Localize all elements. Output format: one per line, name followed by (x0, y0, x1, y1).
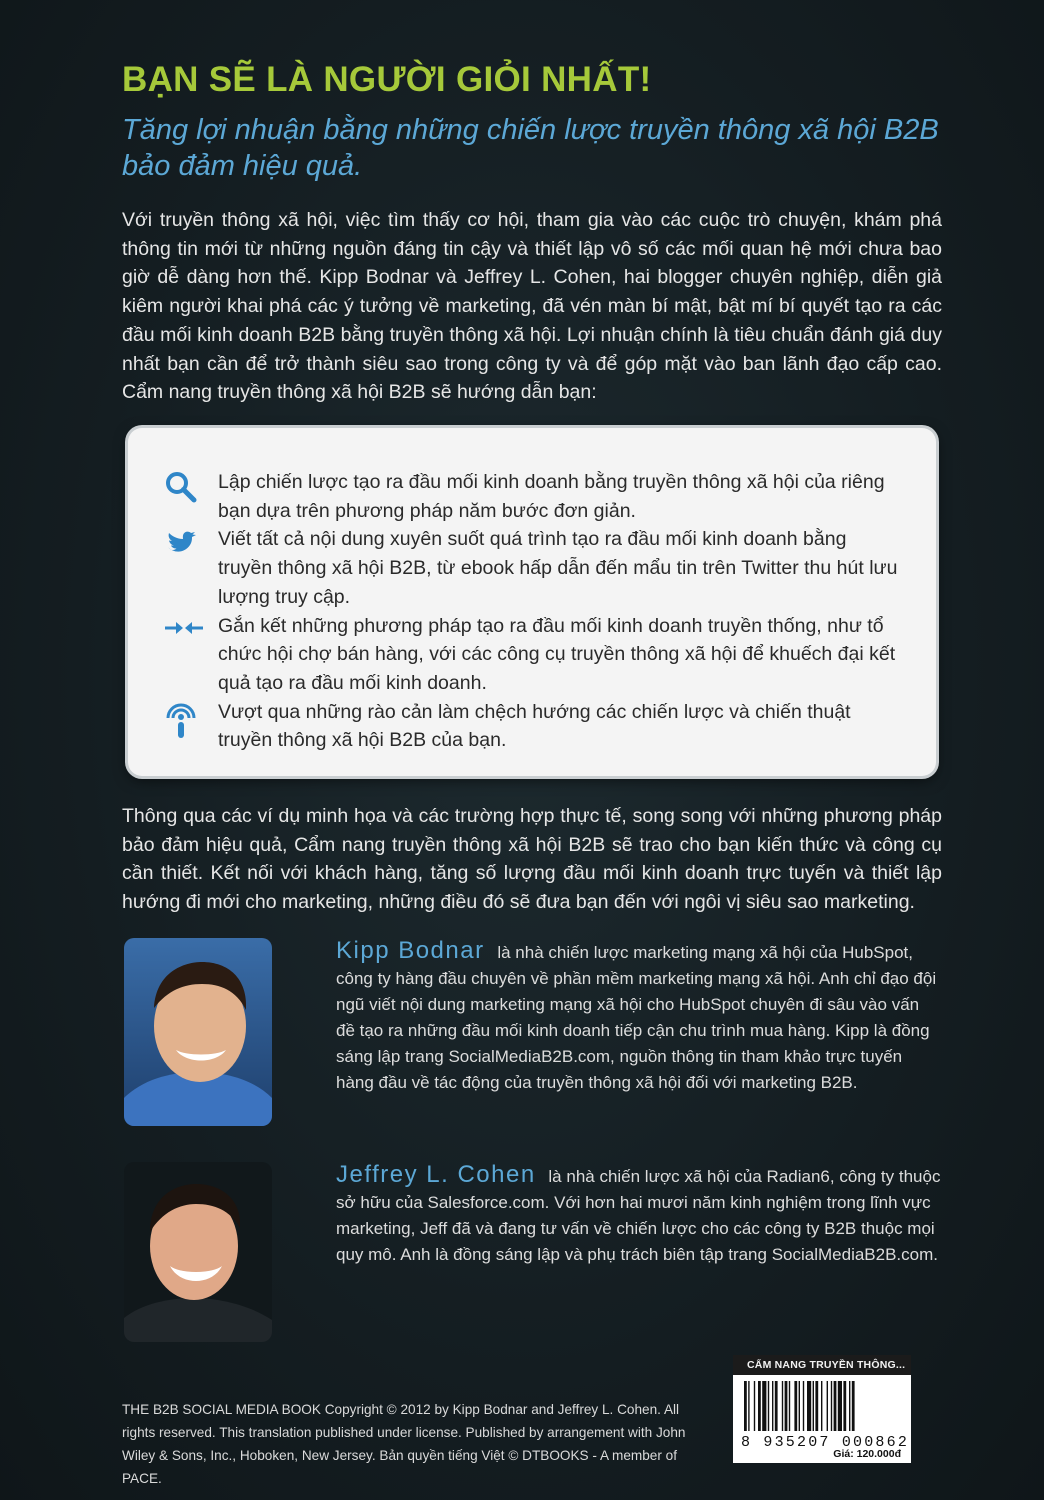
barcode-digits: 8 935207 000862 (741, 1434, 910, 1451)
bullet-item (164, 612, 906, 698)
bullet-item (164, 525, 906, 611)
intro-paragraph: Với truyền thông xã hội, việc tìm thấy cơ hội, tham gia vào các cuộc trò chuyện, khám phá thông tin mới từ những nguồn đáng tin cậy và thiết lập vô số các mối quan hệ mới chưa bao giờ dễ dàng hơn thế. Kipp Bodnar và Jeffrey L. Cohen, hai blogger chuyên nghiệp, diễn giả kiêm người khai phá các ý tưởng về marketing, đã vén màn bí mật, bật mí bí quyết tạo ra các đầu mối kinh doanh B2B bằng truyền thông xã hội. Lợi nhuận chính là tiêu chuẩn đánh giá duy nhất bạn cần để trở thành siêu sao trong công ty và để góp mặt vào ban lãnh đạo cấp cao. Cẩm nang truyền thông xã hội B2B sẽ hướng dẫn bạn: (122, 209, 942, 404)
author-photo (124, 938, 272, 1126)
author-name: Jeffrey L. Cohen (336, 1161, 536, 1188)
twitter-bird-icon (164, 525, 218, 557)
barcode-title: CẨM NANG TRUYỀN THÔNG... (733, 1355, 911, 1375)
search-icon (164, 468, 218, 500)
barcode-label (733, 1355, 911, 1463)
bullet-item (164, 468, 906, 525)
subheadline: Tăng lợi nhuận bằng những chiến lược truyền thông xã hội B2B bảo đảm hiệu quả. (122, 114, 939, 182)
author-name: Kipp Bodnar (336, 937, 485, 964)
author-bio-text: là nhà chiến lược xã hội của Radian6, công ty thuộc sở hữu của Salesforce.com. Với hơn hai mươi năm kinh nghiệm trong lĩnh vực marketing, Jeff đã và đang tư vấn về chiến lược cho các công ty B2B thuộc mọi quy mô. Anh là đồng sáng lập và phụ trách biên tập trang SocialMediaB2B.com. (336, 1167, 941, 1264)
bullet-text: Lập chiến lược tạo ra đầu mối kinh doanh bằng truyền thông xã hội của riêng bạn dựa trên phương pháp năm bước đơn giản. (218, 471, 885, 522)
copyright-notice: THE B2B SOCIAL MEDIA BOOK Copyright © 2012 by Kipp Bodnar and Jeffrey L. Cohen. All rights reserved. This translation published under license. Published by arrangement with John Wiley & Sons, Inc., Hoboken, New Jersey. Bản quyền tiếng Việt © DTBOOKS - A member of PACE. (122, 1402, 686, 1486)
outro-paragraph: Thông qua các ví dụ minh họa và các trường hợp thực tế, song song với những phương pháp bảo đảm hiệu quả, Cẩm nang truyền thông xã hội B2B sẽ trao cho bạn kiến thức và công cụ cần thiết. Kết nối với khách hàng, tăng số lượng đầu mối kinh doanh trực tuyến và thiết lập hướng đi mới cho marketing, những điều đó sẽ đưa bạn đến với ngôi vị siêu sao marketing. (122, 805, 942, 914)
author-bio-text: là nhà chiến lược marketing mạng xã hội của HubSpot, công ty hàng đầu chuyên về phần mềm marketing mạng xã hội. Anh chỉ đạo đội ngũ viết nội dung marketing mạng xã hội cho HubSpot chuyên đi sâu vào vấn đề tạo ra những đầu mối kinh doanh tiếp cận chu trình mua hàng. Kipp là đồng sáng lập trang SocialMediaB2B.com, nguồn thông tin tham khảo trực tuyến hàng đầu về tác động của truyền thông xã hội đối với marketing B2B. (336, 943, 937, 1092)
headline: BẠN SẼ LÀ NGƯỜI GIỎI NHẤT! (122, 60, 652, 99)
price-label: Giá: 120.000đ (833, 1448, 901, 1460)
barcode-bars (742, 1381, 902, 1435)
converging-arrows-icon (164, 612, 218, 644)
bullet-text: Viết tất cả nội dung xuyên suốt quá trình tạo ra đầu mối kinh doanh bằng truyền thông xã hội B2B, từ ebook hấp dẫn đến mẩu tin trên Twitter thu hút lưu lượng truy cập. (218, 528, 898, 608)
bullet-text: Gắn kết những phương pháp tạo ra đầu mối kinh doanh truyền thống, như tổ chức hội chợ bán hàng, với các công cụ truyền thông xã hội để khuếch đại kết quả tạo ra đầu mối kinh doanh. (218, 614, 896, 694)
broadcast-person-icon (164, 698, 218, 730)
author-bio (336, 1162, 942, 1268)
key-points-card (128, 428, 936, 776)
author-photo (124, 1162, 272, 1342)
bullet-text: Vượt qua những rào cản làm chệch hướng các chiến lược và chiến thuật truyền thông xã hội B2B của bạn. (218, 700, 851, 752)
bullet-item (164, 698, 906, 755)
author-bio (336, 938, 942, 1096)
